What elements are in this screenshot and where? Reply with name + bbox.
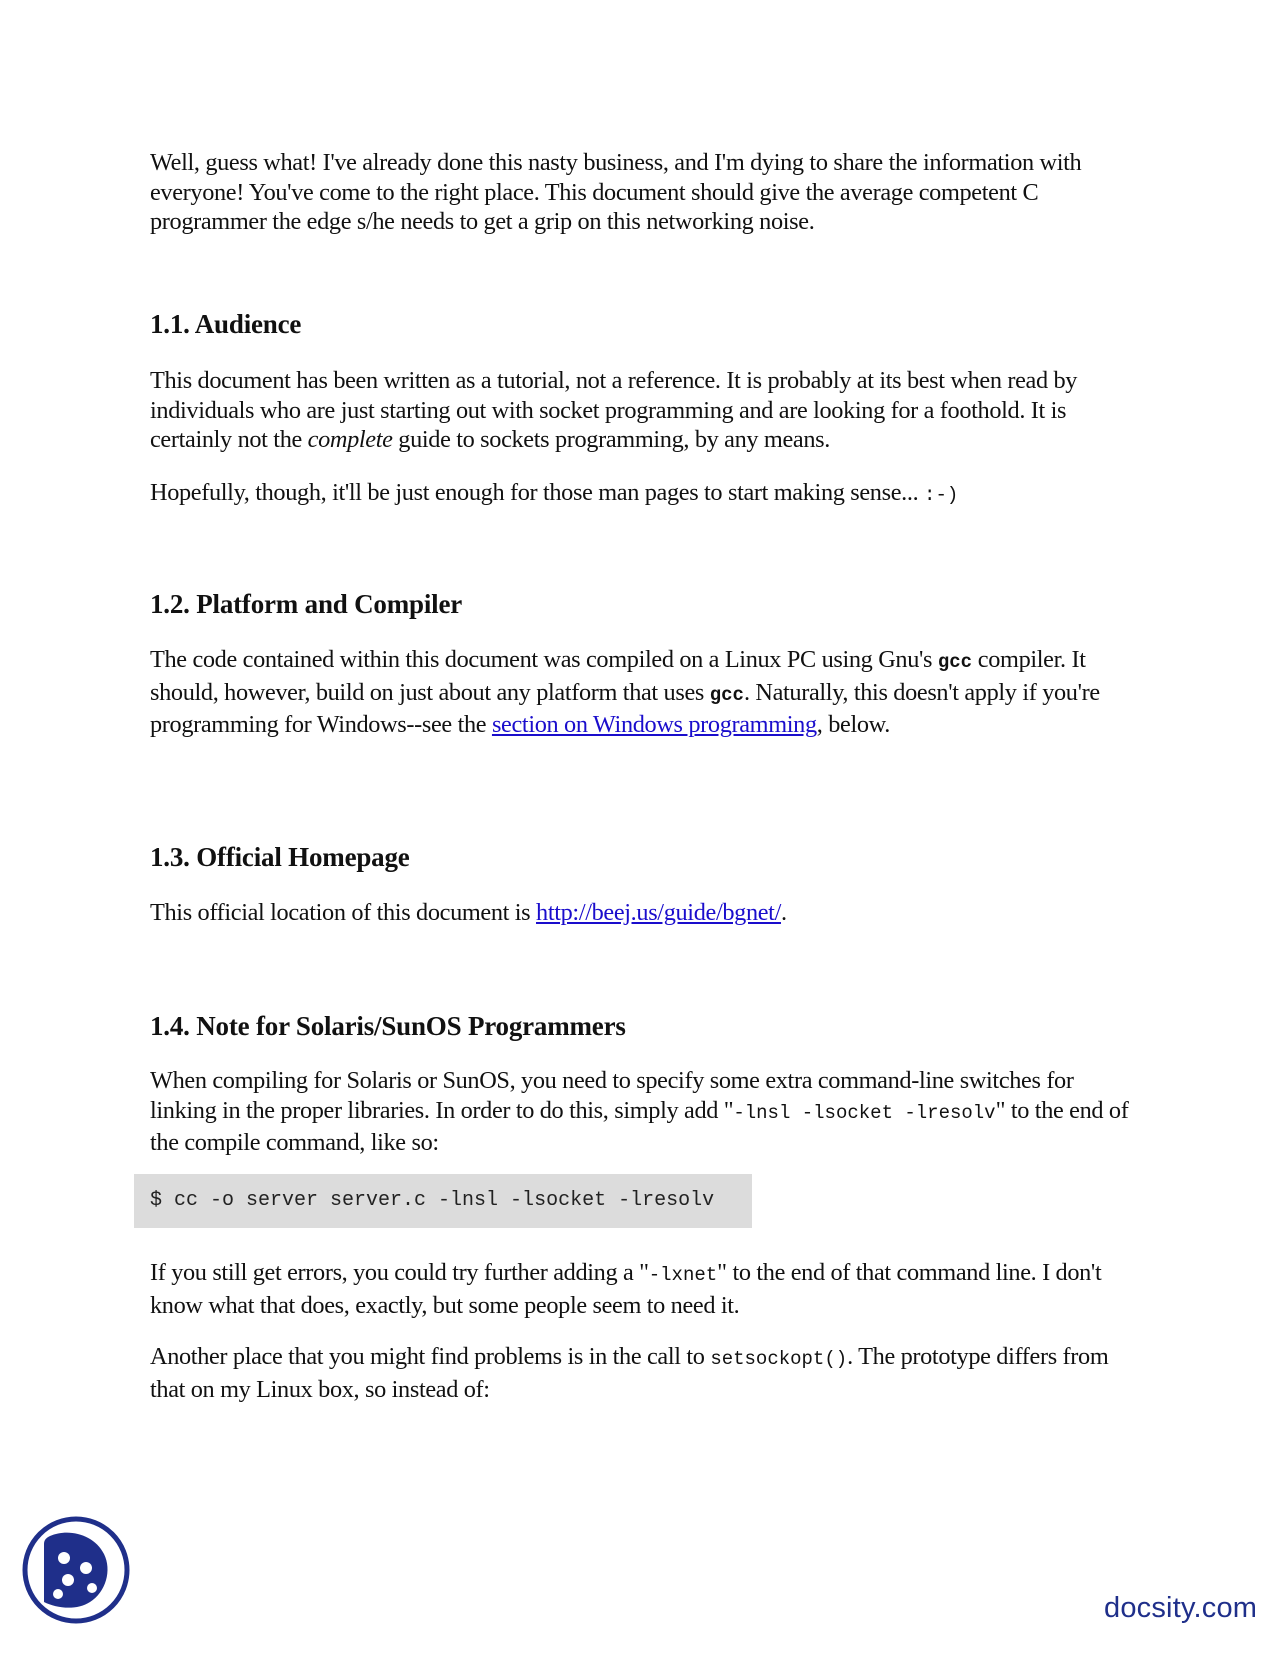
gcc-code: gcc xyxy=(709,683,744,706)
platform-paragraph: The code contained within this document was compiled on a Linux PC using Gnu's gcc compiler. It should, however, build on just about any platform that uses gcc. Naturally, this doesn't apply if you're programming for Windows--see the section on Windows programming, below. xyxy=(150,646,1100,738)
homepage-paragraph: This official location of this document is http://beej.us/guide/bgnet/. xyxy=(150,899,787,926)
linker-flags-code: -lnsl -lsocket -lresolv xyxy=(733,1101,996,1124)
section-heading-platform: 1.2. Platform and Compiler xyxy=(150,589,463,619)
emphasis-complete: complete xyxy=(307,426,393,453)
intro-paragraph: Well, guess what! I've already done this nasty business, and I'm dying to share the information with everyone! You've come to the right place. This document should give the average competent C programmer the edge s/he needs to get a grip on this networking noise. xyxy=(150,149,1082,235)
docsity-brand-link[interactable]: docsity.com xyxy=(1104,1592,1258,1624)
smiley-code: :-) xyxy=(924,484,959,506)
homepage-url-link[interactable]: http://beej.us/guide/bgnet/ xyxy=(536,899,781,926)
compile-command-code-block: $ cc -o server server.c -lnsl -lsocket -lresolv xyxy=(134,1174,752,1228)
lxnet-code: -lxnet xyxy=(648,1264,718,1286)
solaris-paragraph-2: If you still get errors, you could try further adding a "-lxnet" to the end of that command line. I don't know what that does, exactly, but some people seem to need it. xyxy=(150,1259,1102,1319)
section-heading-solaris: 1.4. Note for Solaris/SunOS Programmers xyxy=(150,1011,626,1041)
windows-programming-link[interactable]: section on Windows programming xyxy=(491,711,817,738)
docsity-logo-icon[interactable] xyxy=(20,1514,132,1626)
audience-paragraph-2: Hopefully, though, it'll be just enough for those man pages to start making sense... :-) xyxy=(150,479,959,506)
setsockopt-code: setsockopt() xyxy=(710,1348,848,1370)
section-heading-homepage: 1.3. Official Homepage xyxy=(150,842,410,872)
solaris-paragraph-1: When compiling for Solaris or SunOS, you need to specify some extra command-line switches for linking in the proper libraries. In order to do this, simply add "-lnsl -lsocket -lresolv" to the end of the compile command, like so: xyxy=(150,1067,1129,1156)
gcc-code: gcc xyxy=(937,651,973,673)
audience-paragraph-1: This document has been written as a tutorial, not a reference. It is probably at its best when read by individuals who are just starting out with socket programming and are looking for a foothold. It is certainly not the complete guide to sockets programming, by any means. xyxy=(150,367,1078,453)
solaris-paragraph-3: Another place that you might find problems is in the call to setsockopt(). The prototype differs from that on my Linux box, so instead of: xyxy=(150,1343,1109,1403)
section-heading-audience: 1.1. Audience xyxy=(150,309,302,339)
